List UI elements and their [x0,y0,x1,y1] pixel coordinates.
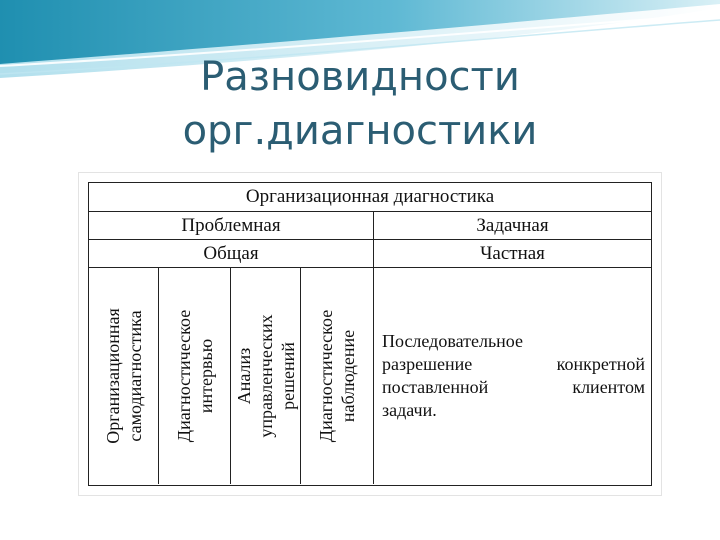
description-line-3: поставленной клиентом [382,377,645,397]
table-row-type [89,212,651,240]
column-observation-label: Диагностическое наблюдение [316,309,358,443]
column-self-diagnostics [89,268,159,484]
description-line-1: Последовательное [382,331,524,351]
cell-particular: Частная [480,242,545,264]
slide-title-line-1: Разновидности [200,54,520,100]
slide-title [0,50,720,158]
cell-problem: Проблемная [89,212,374,239]
description-line-2: разрешение конкретной [382,354,645,374]
cell-general: Общая [89,240,374,267]
description-line-4: задачи. [382,400,437,420]
table-header: Организационная диагностика [245,186,495,207]
column-observation [301,268,374,484]
diagnostics-table [88,182,652,486]
task-description [374,268,651,484]
column-interview [159,268,231,484]
column-decision-analysis [231,268,301,484]
cell-task: Задачная [476,214,549,236]
column-self-diagnostics-label: Организационная самодиагностика [102,308,145,444]
table-header-row [89,183,651,212]
column-interview-label: Диагностическое интервью [173,309,216,443]
slide-title-line-2: орг.диагностики [182,108,538,154]
column-decision-analysis-label: Анализ управленческих решений [233,314,298,438]
table-row-scope [89,240,651,268]
